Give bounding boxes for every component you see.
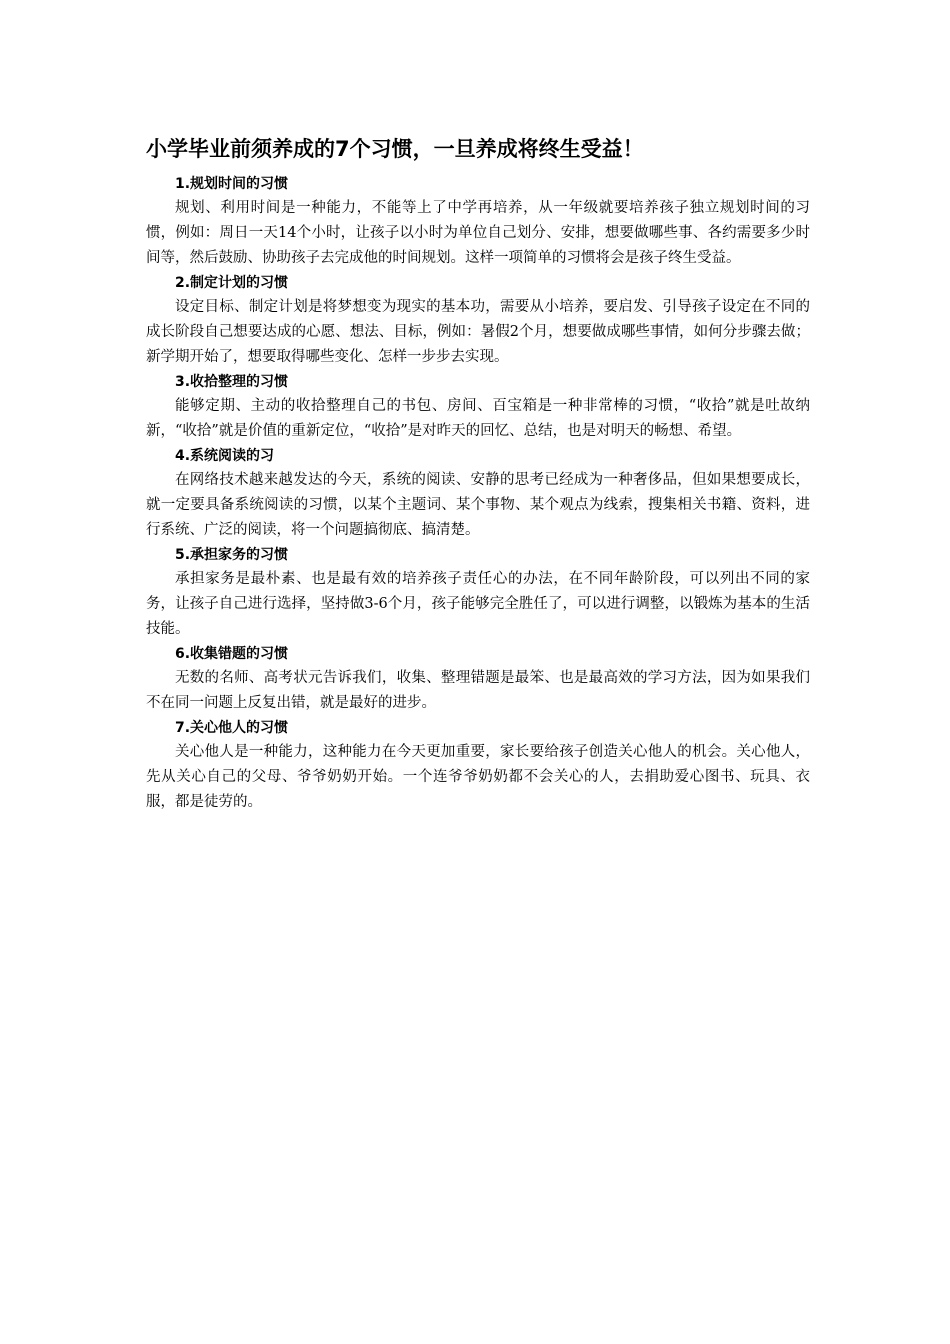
section-body-6: 无数的名师、高考状元告诉我们，收集、整理错题是最笨、也是最高效的学习方法，因为如果我们不在同一问题上反复出错，就是最好的进步。 — [146, 670, 810, 711]
section-body-4: 在网络技术越来越发达的今天，系统的阅读、安静的思考已经成为一种奢侈品，但如果想要成长，就一定要具备系统阅读的习惯，以某个主题词、某个事物、某个观点为线索，搜集相关书籍、资料，进行系统、广泛的阅读，将一个问题搞彻底、搞清楚。 — [146, 472, 810, 538]
section-5 — [146, 543, 810, 642]
section-3 — [146, 370, 810, 444]
section-body-3: 能够定期、主动的收拾整理自己的书包、房间、百宝箱是一种非常棒的习惯，“收拾”就是吐故纳新，“收拾”就是价值的重新定位，“收拾”是对昨天的回忆、总结，也是对明天的畅想、希望。 — [146, 398, 810, 439]
section-heading-1: 1.规划时间的习惯 — [175, 176, 289, 192]
section-heading-7: 7.关心他人的习惯 — [175, 720, 289, 736]
section-body-1: 规划、利用时间是一种能力，不能等上了中学再培养，从一年级就要培养孩子独立规划时间的习惯，例如：周日一天14个小时，让孩子以小时为单位自己划分、安排，想要做哪些事、各约需要多少时间等，然后鼓励、协助孩子去完成他的时间规划。这样一项简单的习惯将会是孩子终生受益。 — [146, 200, 810, 266]
section-heading-3: 3.收拾整理的习惯 — [175, 374, 289, 390]
section-body-2: 设定目标、制定计划是将梦想变为现实的基本功，需要从小培养，要启发、引导孩子设定在不同的成长阶段自己想要达成的心愿、想法、目标，例如：暑假2个月，想要做成哪些事情，如何分步骤去做；新学期开始了，想要取得哪些变化、怎样一步步去实现。 — [146, 299, 810, 365]
document-title: 小学毕业前须养成的7个习惯，一旦养成将终生受益！ — [146, 137, 644, 161]
section-2 — [146, 271, 810, 370]
section-heading-5: 5.承担家务的习惯 — [175, 547, 289, 563]
section-body-5: 承担家务是最朴素、也是最有效的培养孩子责任心的办法，在不同年龄阶段，可以列出不同的家务，让孩子自己进行选择，坚持做3-6个月，孩子能够完全胜任了，可以进行调整，以锻炼为基本的生活技能。 — [146, 571, 810, 637]
section-body-7: 关心他人是一种能力，这种能力在今天更加重要，家长要给孩子创造关心他人的机会。关心他人，先从关心自己的父母、爷爷奶奶开始。一个连爷爷奶奶都不会关心的人，去捐助爱心图书、玩具、衣服，都是徒劳的。 — [146, 744, 810, 810]
section-7 — [146, 716, 810, 815]
document-page — [146, 132, 810, 815]
section-heading-2: 2.制定计划的习惯 — [175, 275, 289, 291]
section-1 — [146, 172, 810, 271]
section-4 — [146, 444, 810, 543]
section-6 — [146, 642, 810, 716]
section-heading-4: 4.系统阅读的习 — [175, 448, 275, 464]
section-heading-6: 6.收集错题的习惯 — [175, 646, 289, 662]
